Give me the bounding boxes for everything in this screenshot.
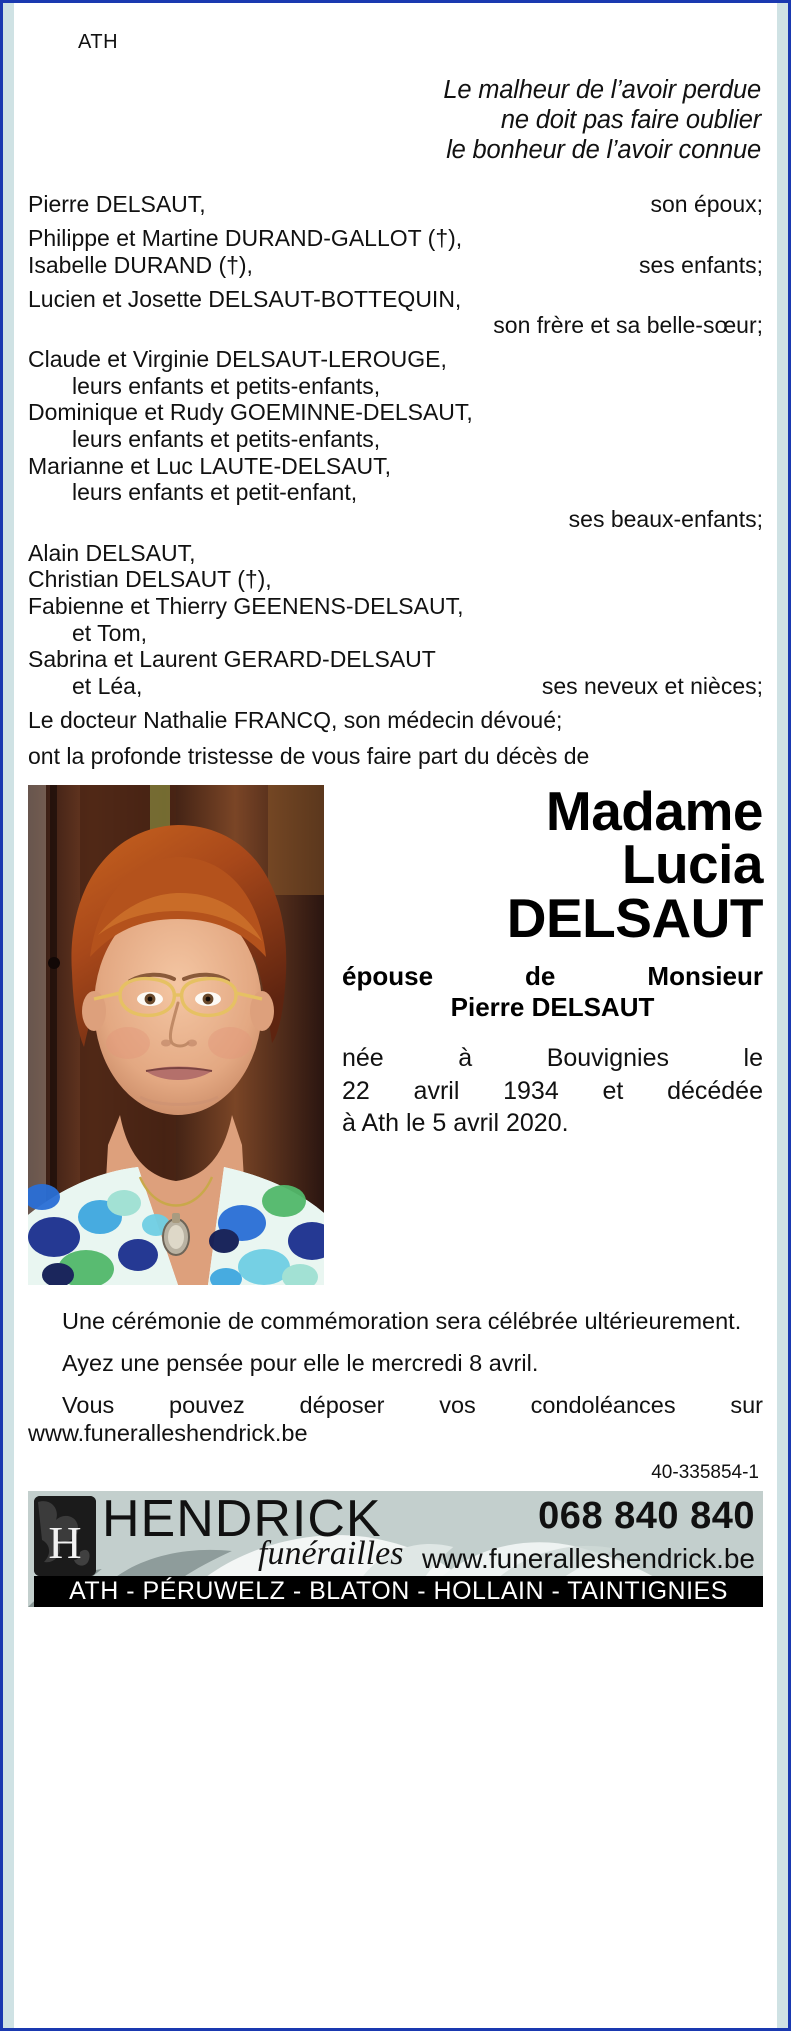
family-relation: ses neveux et nièces; bbox=[541, 672, 763, 699]
announcement-paragraph: ont la profonde tristesse de vous faire part du décès de bbox=[28, 743, 590, 770]
family-line bbox=[28, 399, 763, 426]
right-border-band bbox=[777, 3, 788, 2028]
family-group bbox=[28, 225, 763, 278]
family-relation: ses beaux-enfants; bbox=[568, 505, 763, 532]
reference-number: 40-335854-1 bbox=[651, 1461, 759, 1483]
family-line bbox=[28, 191, 763, 218]
family-group bbox=[28, 540, 763, 700]
deceased-firstname: Lucia bbox=[621, 833, 763, 896]
family-name: leurs enfants et petits-enfants, bbox=[72, 425, 381, 452]
family-line bbox=[28, 593, 763, 620]
spacer bbox=[142, 673, 541, 700]
hendrick-monogram-logo bbox=[34, 1496, 96, 1576]
family-line bbox=[28, 453, 763, 480]
family-relation: son frère et sa belle-sœur; bbox=[493, 312, 763, 339]
memorial-verse bbox=[28, 76, 763, 165]
family-name: Pierre DELSAUT, bbox=[28, 191, 206, 218]
family-name: Christian DELSAUT (†), bbox=[28, 566, 272, 593]
remembrance-paragraph: Ayez une pensée pour elle le mercredi 8 avril. bbox=[62, 1350, 539, 1377]
deceased-photo bbox=[28, 785, 324, 1285]
family-line bbox=[28, 373, 763, 400]
family-group bbox=[28, 191, 763, 218]
family-line bbox=[28, 646, 763, 673]
family-list bbox=[28, 191, 763, 733]
notice-content bbox=[14, 3, 777, 2028]
advert-phone-number[interactable]: 068 840 840 bbox=[538, 1494, 755, 1537]
spacer bbox=[253, 252, 639, 279]
family-name: et Léa, bbox=[72, 672, 143, 699]
family-line bbox=[28, 566, 763, 593]
family-name: Isabelle DURAND (†), bbox=[28, 251, 253, 278]
family-name: leurs enfants et petits-enfants, bbox=[72, 372, 381, 399]
family-group bbox=[28, 346, 763, 533]
family-group bbox=[28, 286, 763, 339]
spouse-line-2: Pierre DELSAUT bbox=[450, 991, 655, 1022]
family-name: Marianne et Luc LAUTE-DELSAUT, bbox=[28, 452, 392, 479]
family-line bbox=[28, 225, 763, 252]
family-name: Lucien et Josette DELSAUT-BOTTEQUIN, bbox=[28, 285, 462, 312]
portrait-illustration bbox=[28, 785, 324, 1285]
funeral-home-advert[interactable] bbox=[28, 1491, 763, 1607]
portrait-and-name-row bbox=[28, 779, 763, 1285]
family-name: Alain DELSAUT, bbox=[28, 539, 196, 566]
spacer bbox=[206, 191, 651, 218]
advert-brand-name: HENDRICK bbox=[102, 1490, 382, 1548]
deceased-name bbox=[342, 779, 763, 949]
spouse-info bbox=[342, 961, 763, 1022]
family-relation: son époux; bbox=[650, 191, 763, 218]
family-name: Fabienne et Thierry GEENENS-DELSAUT, bbox=[28, 592, 464, 619]
family-name: Sabrina et Laurent GERARD-DELSAUT bbox=[28, 646, 436, 673]
family-name: Philippe et Martine DURAND-GALLOT (†), bbox=[28, 225, 463, 252]
family-name: Claude et Virginie DELSAUT-LEROUGE, bbox=[28, 345, 447, 372]
family-group bbox=[28, 707, 763, 734]
ceremony-paragraph: Une cérémonie de commémoration sera célébrée ultérieurement. bbox=[62, 1307, 742, 1334]
advert-cities-bar: ATH - PÉRUWELZ - BLATON - HOLLAIN - TAINTIGNIES bbox=[34, 1576, 763, 1607]
verse-line-2: ne doit pas faire oublier bbox=[500, 105, 761, 134]
deceased-name-block bbox=[324, 779, 763, 1140]
closing-paragraphs bbox=[28, 1307, 763, 1448]
advert-brand-subtitle: funérailles bbox=[258, 1534, 404, 1572]
family-line bbox=[28, 673, 763, 700]
family-name: Le docteur Nathalie FRANCQ, son médecin dévoué; bbox=[28, 706, 563, 733]
advert-website[interactable]: www.funeralleshendrick.be bbox=[421, 1542, 755, 1574]
family-line bbox=[28, 426, 763, 453]
condolences-paragraph: Vous pouvez déposer vos condoléances sur www.funeralleshendrick.be bbox=[28, 1392, 763, 1447]
deceased-lastname: DELSAUT bbox=[506, 886, 763, 949]
family-line bbox=[28, 252, 763, 279]
left-border-band bbox=[3, 3, 14, 2028]
monogram-h-icon bbox=[34, 1496, 96, 1576]
family-line bbox=[28, 286, 763, 313]
family-relation: ses enfants; bbox=[638, 251, 763, 278]
family-line bbox=[28, 346, 763, 373]
family-line bbox=[28, 620, 763, 647]
family-relation-line bbox=[28, 506, 763, 533]
spouse-line-1: épouse de Monsieur bbox=[342, 960, 763, 991]
family-line bbox=[28, 540, 763, 567]
birth-death-line-3: à Ath le 5 avril 2020. bbox=[342, 1109, 569, 1138]
family-line bbox=[28, 479, 763, 506]
family-relation-line bbox=[28, 312, 763, 339]
svg-text:H: H bbox=[48, 1516, 82, 1568]
birth-death-line-1: née à Bouvignies le bbox=[342, 1044, 763, 1073]
birth-death-line-2: 22 avril 1934 et décédée bbox=[342, 1076, 763, 1105]
verse-line-3: le bonheur de l’avoir connue bbox=[446, 135, 761, 164]
family-name: et Tom, bbox=[72, 619, 147, 646]
family-name: Dominique et Rudy GOEMINNE-DELSAUT, bbox=[28, 399, 473, 426]
verse-line-1: Le malheur de l’avoir perdue bbox=[443, 76, 761, 104]
family-name: leurs enfants et petit-enfant, bbox=[72, 479, 358, 506]
locality-label: ATH bbox=[78, 31, 119, 53]
birth-death-info bbox=[342, 1042, 763, 1140]
deceased-title: Madame bbox=[545, 779, 763, 842]
family-line bbox=[28, 707, 763, 734]
